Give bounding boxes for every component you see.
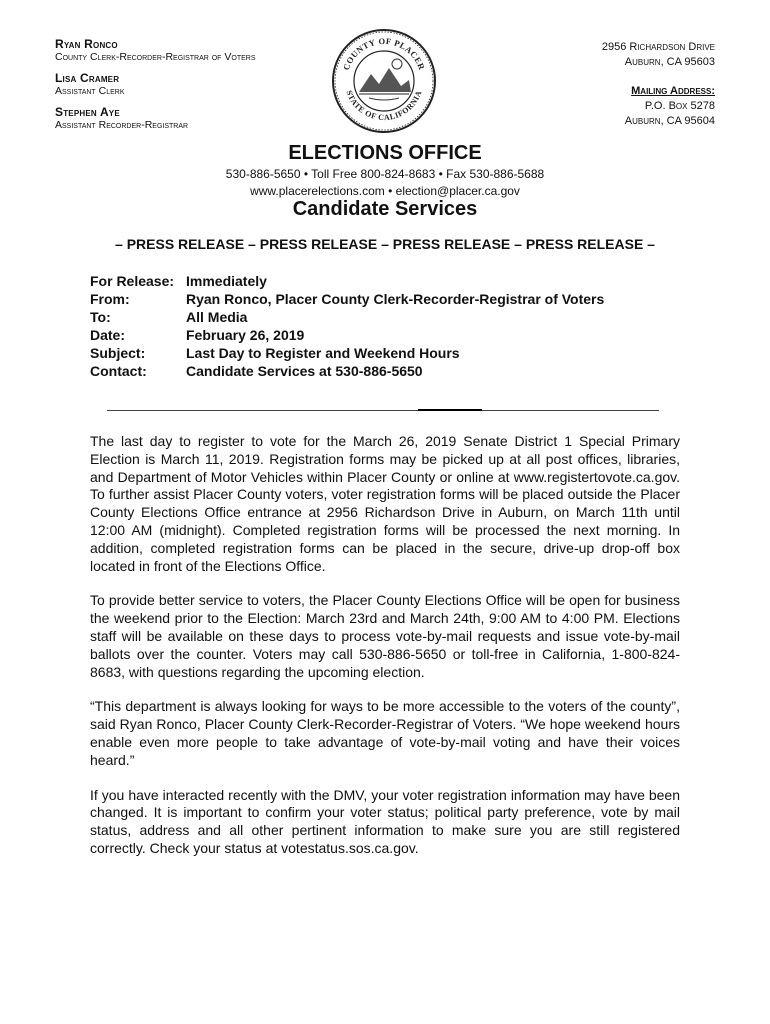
official-name: Stephen Aye [55,105,120,119]
official-title: Assistant Recorder-Registrar [55,119,189,131]
street-address: 2956 Richardson Drive [601,41,715,53]
official-name: Ryan Ronco [55,37,118,51]
seal-top-text: COUNTY OF PLACER [340,35,428,72]
meta-row-release [90,272,604,290]
meta-value: Candidate Services at 530-886-5650 [186,363,423,379]
body-paragraph: To provide better service to voters, the Placer County Elections Office will be open for business the weekend prior to the Election: March 23rd and March 24th, 9:00 AM to 4:00 PM. Elections staff will be available on these days to process vote-by-mail requests and issue vote-by-mail ballots over the counter. Voters may call 530-886-5650 or toll-free in California, 1-800-824-8683, with questions regarding the upcoming election. [90,592,680,680]
meta-label: To: [90,309,111,325]
press-release-banner: – PRESS RELEASE – PRESS RELEASE – PRESS RELEASE – PRESS RELEASE – [115,236,655,252]
mailing-city: Auburn, CA 95604 [624,115,715,127]
department-subtitle: Candidate Services [292,198,478,220]
officials-list [55,38,256,140]
press-release-body [90,433,680,875]
meta-label: Contact: [90,363,147,379]
official-title: County Clerk-Recorder-Registrar of Voters [55,51,256,63]
body-paragraph: The last day to register to vote for the March 26, 2019 Senate District 1 Special Primary Election is March 11, 2019. Registration forms may be picked up at all post offices, libraries, and Department of Motor Vehicles within Placer County or online at www.registertovote.ca.gov. To further assist Placer County voters, voter registration forms will be placed outside the Placer County Elections Office entrance at 2956 Richardson Drive in Auburn, on March 11th until 12:00 AM (midnight). Completed registration forms will be processed the next morning. In addition, completed registration forms can be placed in the secure, drive-up drop-off box located in front of the Elections Office. [90,433,680,574]
official-name: Lisa Cramer [55,71,120,85]
meta-row-contact [90,362,604,380]
po-box: P.O. Box 5278 [644,100,715,112]
meta-value: February 26, 2019 [186,327,305,343]
office-title: ELECTIONS OFFICE [288,142,482,164]
meta-row-from [90,290,604,308]
contact-phones: 530-886-5650 • Toll Free 800-824-8683 • Fax 530-886-5688 [225,167,545,181]
meta-row-date [90,326,604,344]
body-paragraph: “This department is always looking for ways to be more accessible to the voters of the county”, said Ryan Ronco, Placer County Clerk-Recorder-Registrar of Voters. “We hope weekend hours enable even more people to take advantage of vote-by-mail voting and have their voices heard.” [90,698,680,768]
meta-row-to [90,308,604,326]
meta-label: For Release: [90,273,175,289]
meta-row-subject [90,344,604,362]
meta-label: Subject: [90,345,146,361]
official-title: Assistant Clerk [55,85,125,97]
meta-value: Ryan Ronco, Placer County Clerk-Recorder-Registrar of Voters [186,291,605,307]
mailing-address-label: Mailing Address: [631,85,715,97]
official-cramer [55,72,256,98]
office-address [602,40,715,129]
release-meta [90,272,604,380]
body-paragraph: If you have interacted recently with the DMV, your voter registration information may have been changed. It is important to confirm your voter status; political party preference, vote by mail status, address and all other pertinent information to make sure you are still registered correctly. Check your status at votestatus.sos.ca.gov. [90,786,680,856]
seal-bottom-text: STATE OF CALIFORNIA [344,89,424,123]
meta-value: All Media [186,309,248,325]
city-state-zip: Auburn, CA 95603 [624,56,715,68]
meta-label: Date: [90,327,126,343]
contact-web-email: www.placerelections.com • election@placer.ca.gov [250,184,520,198]
meta-value: Last Day to Register and Weekend Hours [186,345,460,361]
official-aye [55,106,256,132]
official-ronco [55,38,256,64]
meta-label: From: [90,291,130,307]
meta-value: Immediately [186,273,267,289]
section-divider [107,410,659,411]
svg-text:COUNTY OF PLACER [341,36,427,72]
county-seal-icon [331,28,437,134]
section-divider-accent [418,409,482,411]
